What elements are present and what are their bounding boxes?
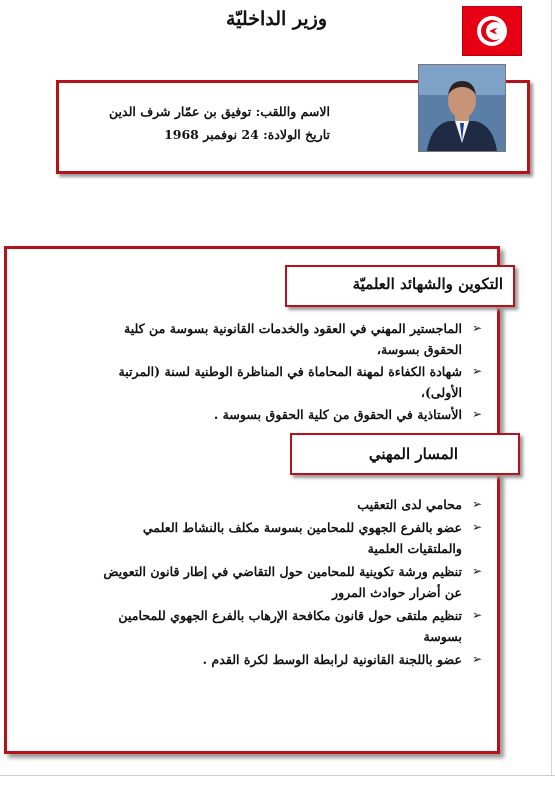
education-list bbox=[100, 318, 482, 426]
arrow-bullet-icon: ➢ bbox=[471, 608, 482, 622]
career-list bbox=[100, 494, 482, 672]
tunisia-flag-icon bbox=[462, 6, 522, 56]
list-item: ➢ تنظيم ورشة تكوينية للمحامين حول التقاضي في إطار قانون التعويض عن أضرار حوادث المرور bbox=[100, 561, 482, 603]
list-item: ➢ عضو باللجنة القانونية لرابطة الوسط لكرة القدم . bbox=[100, 649, 482, 670]
page-title: وزير الداخليّة bbox=[225, 8, 327, 30]
arrow-bullet-icon: ➢ bbox=[471, 652, 482, 666]
list-item: ➢ الماجستير المهني في العقود والخدمات القانونية بسوسة من كلية الحقوق بسوسة، bbox=[100, 318, 482, 360]
birthdate-line: تاريخ الولادة: 24 نوفمبر 1968 bbox=[164, 127, 330, 142]
list-item: ➢ الأستاذية في الحقوق من كلية الحقوق بسوسة . bbox=[100, 404, 482, 425]
arrow-bullet-icon: ➢ bbox=[471, 407, 482, 421]
arrow-bullet-icon: ➢ bbox=[471, 564, 482, 578]
portrait-photo bbox=[418, 64, 506, 152]
arrow-bullet-icon: ➢ bbox=[471, 364, 482, 378]
arrow-bullet-icon: ➢ bbox=[471, 497, 482, 511]
page-bottom-divider bbox=[0, 775, 555, 776]
arrow-bullet-icon: ➢ bbox=[471, 520, 482, 534]
career-heading: المسار المهني bbox=[290, 433, 520, 475]
list-item: ➢ تنظيم ملتقى حول قانون مكافحة الإرهاب بالفرع الجهوي للمحامين بسوسة bbox=[100, 605, 482, 647]
arrow-bullet-icon: ➢ bbox=[471, 321, 482, 335]
name-line: الاسم واللقب: توفيق بن عمّار شرف الدين bbox=[109, 104, 330, 119]
list-item: ➢ عضو بالفرع الجهوي للمحامين بسوسة مكلف بالنشاط العلمي والملتقيات العلمية bbox=[100, 517, 482, 559]
list-item: ➢ شهادة الكفاءة لمهنة المحاماة في المناظرة الوطنية لسنة (المرتبة الأولى)، bbox=[100, 361, 482, 403]
page-edge-divider bbox=[551, 0, 552, 776]
list-item: ➢ محامي لدى التعقيب bbox=[100, 494, 482, 515]
education-heading: التكوين والشهائد العلميّة bbox=[285, 265, 515, 307]
